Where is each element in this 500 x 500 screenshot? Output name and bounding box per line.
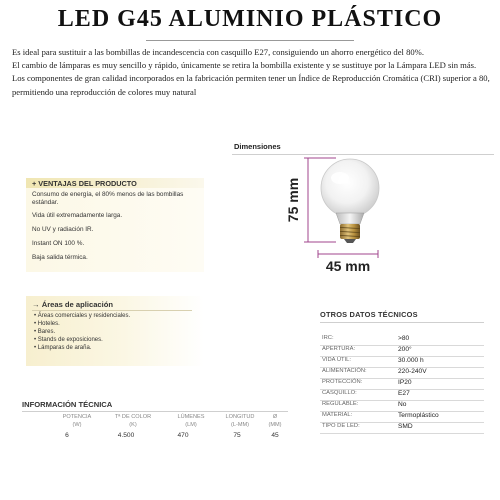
otros-row [320, 356, 484, 368]
info-column-diametro [262, 414, 288, 439]
width-label: 45 mm [325, 258, 371, 274]
info-column-lumenes [168, 414, 214, 439]
otros-key: ALIMENTACIÓN: [322, 368, 367, 374]
ventajas-item: Vida útil extremadamente larga. [32, 212, 123, 219]
column-value: 470 [177, 432, 189, 439]
otros-key: APERTURA: [322, 346, 356, 352]
otros-datos-divider [320, 322, 484, 323]
ventajas-item: No UV y radiación IR. [32, 226, 94, 233]
otros-row [320, 422, 484, 434]
bulb-dimension-drawing [232, 142, 494, 292]
bulb-glass [321, 159, 379, 217]
intro-text [12, 46, 490, 99]
height-label: 75 mm [285, 177, 301, 223]
otros-datos-title: OTROS DATOS TÉCNICOS [320, 310, 418, 319]
otros-row [320, 378, 484, 390]
column-header: POTENCIA [62, 414, 92, 420]
ventajas-title: + VENTAJAS DEL PRODUCTO [32, 179, 137, 188]
otros-row [320, 400, 484, 412]
dimensions-label: Dimensiones [234, 142, 281, 151]
intro-paragraph-2: El cambio de lámparas es muy sencillo y rápido, únicamente se retira la bombilla existente y se sustituye por la Lámpara LED sin más. Los componentes de gran calidad incorporados en la fabricación permiten tener un Índice de Reproducción Cromática (CRI) superior a 80, permitiendo una reproducción de colores muy natural [12, 60, 490, 97]
page-title: LED G45 ALUMINIO PLÁSTICO [57, 6, 443, 32]
column-header: Tª DE COLOR [114, 414, 152, 420]
column-header: LONGITUD [225, 414, 255, 420]
column-unit: (K) [129, 421, 137, 428]
info-column-longitud [218, 414, 262, 439]
areas-divider [32, 310, 192, 311]
areas-item: • Hoteles. [34, 321, 60, 327]
column-header: Ø [272, 414, 278, 420]
otros-value: 30.000 h [398, 356, 424, 364]
otros-value: E27 [398, 389, 410, 397]
info-column-potencia [52, 414, 102, 439]
ventajas-item: Baja salida térmica. [32, 254, 88, 261]
otros-row [320, 389, 484, 401]
column-unit: (W) [72, 421, 82, 428]
areas-item: • Bares. [34, 329, 56, 335]
column-unit: (LM) [185, 421, 197, 428]
column-value: 45 [271, 432, 279, 439]
otros-key: TIPO DE LED: [322, 423, 360, 429]
info-tecnica-title: INFORMACIÓN TÉCNICA [22, 400, 113, 409]
column-value: 75 [233, 432, 241, 439]
otros-row [320, 411, 484, 423]
otros-key: REGULABLE: [322, 401, 359, 407]
otros-value: IP20 [398, 378, 412, 386]
info-column-color [106, 414, 160, 439]
bulb-neck [336, 213, 364, 224]
otros-value: >80 [398, 334, 410, 342]
column-value: 4.500 [117, 432, 135, 439]
otros-value: 200° [398, 345, 412, 353]
otros-row [320, 334, 484, 346]
info-tecnica-divider [22, 411, 288, 412]
column-unit: (L-MM) [230, 421, 250, 428]
ventajas-item: Consumo de energía, el 80% menos de las bombillas estándar. [32, 191, 184, 206]
otros-value: No [398, 400, 407, 408]
otros-key: MATERIAL: [322, 412, 353, 418]
otros-row [320, 345, 484, 357]
otros-key: IRC: [322, 335, 334, 341]
otros-key: CASQUILLO: [322, 390, 357, 396]
areas-item: • Stands de exposiciones. [34, 337, 103, 343]
column-value: 6 [65, 432, 69, 439]
intro-paragraph-1: Es ideal para sustituir a las bombillas de incandescencia con casquillo E27, consiguiendo un ahorro energético del 80%. [12, 47, 424, 57]
title-underline [146, 40, 354, 41]
column-unit: (MM) [268, 421, 282, 428]
otros-value: Termoplástico [398, 411, 439, 419]
otros-value: SMD [398, 422, 413, 430]
areas-item: • Áreas comerciales y residenciales. [34, 313, 131, 319]
dimensions-panel [232, 142, 494, 292]
column-header: LÚMENES [177, 414, 205, 420]
areas-box [26, 296, 204, 366]
ventajas-box [26, 178, 204, 272]
otros-key: VIDA ÚTIL: [322, 357, 351, 363]
bulb-screw-base [340, 224, 360, 243]
otros-row [320, 367, 484, 379]
width-dimension-line [318, 250, 378, 258]
ventajas-item: Instant ON 100 %. [32, 240, 85, 247]
otros-value: 220-240V [398, 367, 427, 375]
otros-key: PROTECCIÓN: [322, 379, 363, 385]
areas-item: • Lámparas de araña. [34, 345, 92, 351]
areas-title: → Áreas de aplicación [32, 300, 114, 309]
